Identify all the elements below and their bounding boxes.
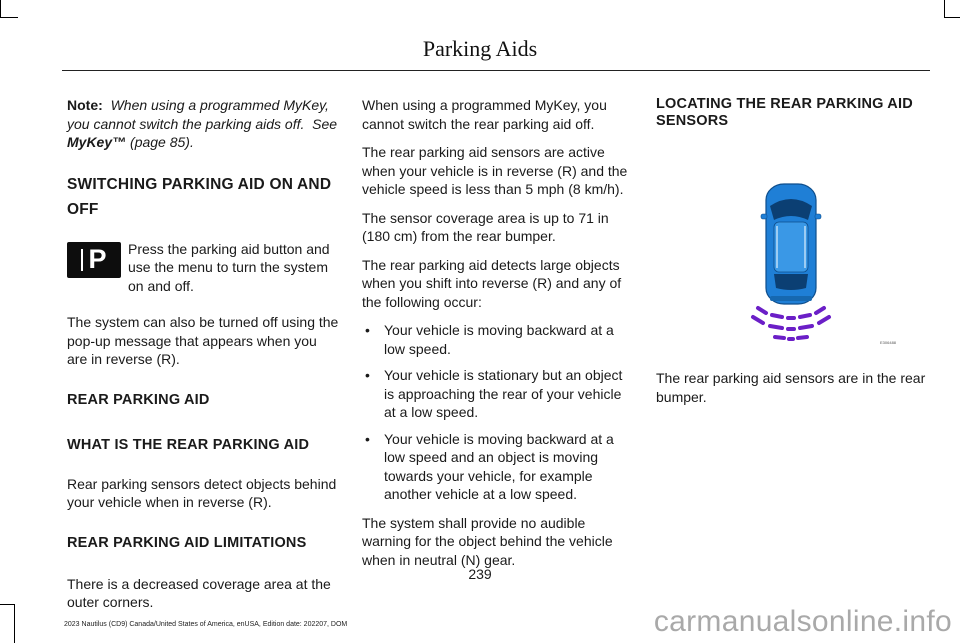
what-is-heading: WHAT IS THE REAR PARKING AID: [67, 436, 310, 453]
rear-parking-aid-heading: REAR PARKING AID: [67, 391, 210, 408]
crop-mark: [0, 604, 15, 605]
locating-paragraph: The rear parking aid sensors are in the rear bumper.: [656, 370, 926, 405]
parking-button-text: Press the parking aid button and use the menu to turn the system on and off.: [128, 240, 330, 294]
popup-paragraph: The system can also be turned off using the pop-up message that appears when you are in reverse (R).: [67, 314, 339, 367]
list-item: • Your vehicle is moving backward at a low speed and an object is moving towards your vehicle, for example another vehicle at a low speed.: [362, 430, 634, 504]
parking-aid-button-icon: P: [67, 242, 121, 278]
crop-mark: [14, 604, 15, 643]
list-item: • Your vehicle is moving backward at a low speed.: [362, 321, 634, 358]
detects-paragraph: The rear parking aid detects large objects when you shift into reverse (R) and any of the following occur:: [362, 256, 622, 310]
rear-sensor-diagram: [736, 180, 846, 350]
list-item: • Your vehicle is stationary but an object is approaching the rear of your vehicle at a low speed.: [362, 366, 634, 422]
image-code: E306488: [880, 340, 897, 345]
locating-heading: LOCATING THE REAR PARKING AID SENSORS: [656, 96, 913, 129]
edition-footer: 2023 Nautilus (CD9) Canada/United States of America, enUSA, Edition date: 202207, DOM: [64, 621, 348, 628]
neutral-paragraph: The system shall provide no audible warning for the object behind the vehicle when in neutral (N) gear.: [362, 514, 613, 568]
header-divider: [62, 70, 930, 71]
column-left: [67, 96, 339, 622]
crop-mark: [0, 17, 18, 18]
mykey-link[interactable]: MyKey™: [67, 134, 127, 150]
note-label: Note:: [67, 97, 103, 113]
note-see: See: [312, 115, 338, 132]
watermark: carmanualsonline.info: [653, 605, 952, 638]
page-number: 239: [468, 566, 492, 582]
what-is-paragraph: Rear parking sensors detect objects behind your vehicle when in reverse (R).: [67, 475, 337, 510]
limitations-heading: REAR PARKING AID LIMITATIONS: [67, 534, 307, 551]
limitations-paragraph: There is a decreased coverage area at the outer corners.: [67, 575, 331, 610]
mykey-paragraph: When using a programmed MyKey, you cannot switch the rear parking aid off.: [362, 97, 607, 132]
page-title: Parking Aids: [422, 36, 538, 61]
note-paragraph: [67, 96, 339, 152]
parking-button-block: [67, 240, 339, 296]
note-page-ref: (page 85).: [130, 134, 194, 150]
crop-mark: [0, 0, 1, 18]
conditions-list: [362, 321, 634, 504]
column-middle: [362, 96, 634, 579]
coverage-paragraph: The sensor coverage area is up to 71 in (180 cm) from the rear bumper.: [362, 209, 609, 244]
column-right: [656, 96, 928, 130]
crop-mark: [944, 17, 960, 18]
note-text: When using a programmed MyKey, you cannot switch the parking aids off.: [67, 97, 329, 132]
crop-mark: [944, 0, 945, 18]
active-paragraph: The rear parking aid sensors are active when your vehicle is in reverse (R) and the vehicle speed is less than 5 mph (8 km/h).: [362, 144, 628, 197]
switching-heading: SWITCHING PARKING AID ON AND OFF: [67, 175, 332, 218]
